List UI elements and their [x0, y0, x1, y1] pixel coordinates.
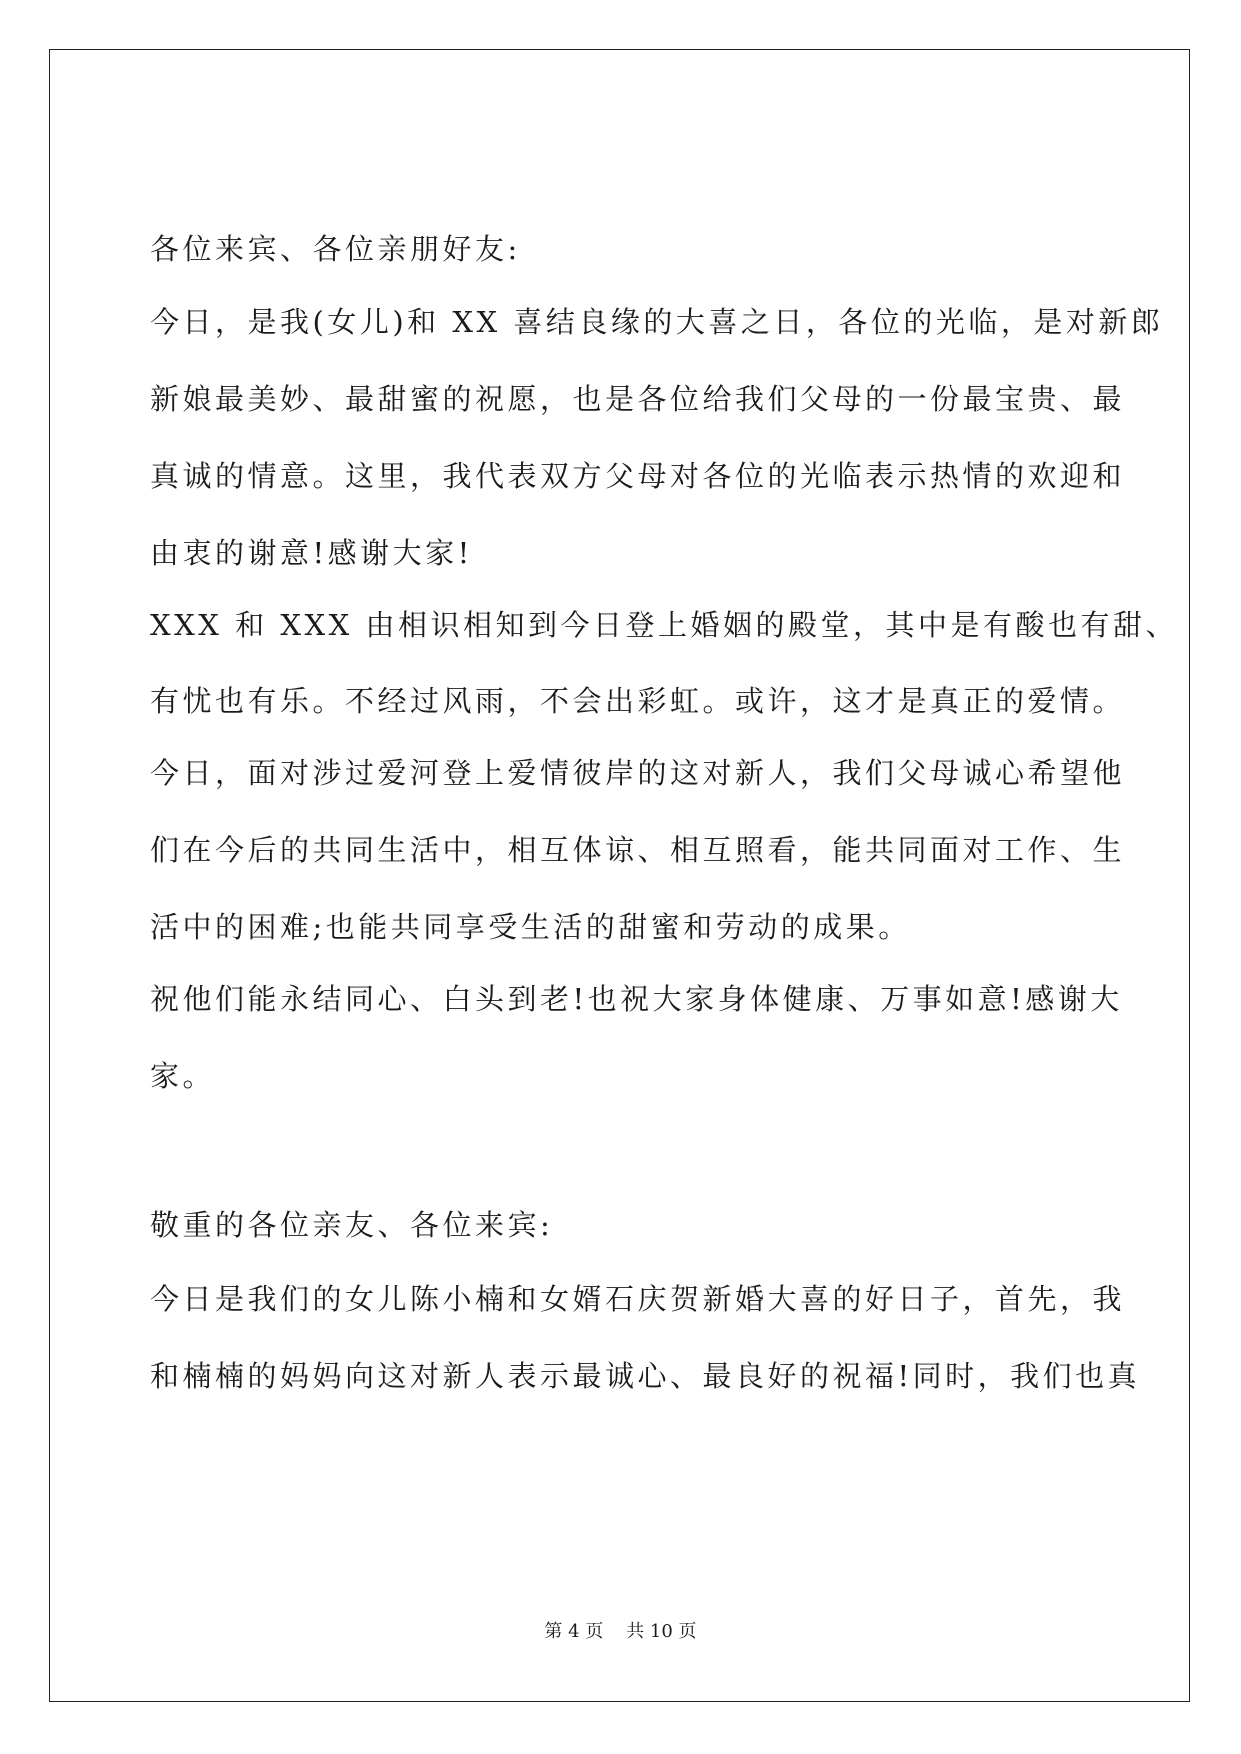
- page-footer: 第 4 页 共 10 页: [544, 1621, 697, 1642]
- paragraph-line: 祝他们能永结同心、白头到老!也祝大家身体健康、万事如意!感谢大: [150, 982, 1123, 1016]
- paragraph-line: 有忧也有乐。不经过风雨，不会出彩虹。或许，这才是真正的爱情。: [150, 684, 1126, 718]
- paragraph-line: 们在今后的共同生活中，相互体谅、相互照看，能共同面对工作、生: [150, 833, 1126, 867]
- paragraph-line: 今日是我们的女儿陈小楠和女婿石庆贺新婚大喜的好日子，首先，我: [150, 1282, 1126, 1316]
- paragraph-line: 真诚的情意。这里，我代表双方父母对各位的光临表示热情的欢迎和: [150, 459, 1126, 493]
- paragraph-line: 今日，是我(女儿)和 XX 喜结良缘的大喜之日，各位的光临，是对新郎: [150, 305, 1164, 339]
- salutation-2: 敬重的各位亲友、各位来宾:: [150, 1208, 554, 1242]
- salutation-1: 各位来宾、各位亲朋好友:: [150, 232, 521, 266]
- paragraph-line: 新娘最美妙、最甜蜜的祝愿，也是各位给我们父母的一份最宝贵、最: [150, 382, 1126, 416]
- paragraph-line: 今日，面对涉过爱河登上爱情彼岸的这对新人，我们父母诚心希望他: [150, 756, 1126, 790]
- paragraph-line: 活中的困难;也能共同享受生活的甜蜜和劳动的成果。: [150, 910, 911, 944]
- page-border: [49, 49, 1190, 1702]
- paragraph-line: 和楠楠的妈妈向这对新人表示最诚心、最良好的祝福!同时，我们也真: [150, 1359, 1141, 1393]
- paragraph-line: 家。: [150, 1059, 216, 1093]
- paragraph-line: 由衷的谢意!感谢大家!: [150, 536, 473, 570]
- paragraph-line: XXX 和 XXX 由相识相知到今日登上婚姻的殿堂，其中是有酸也有甜、: [150, 608, 1179, 642]
